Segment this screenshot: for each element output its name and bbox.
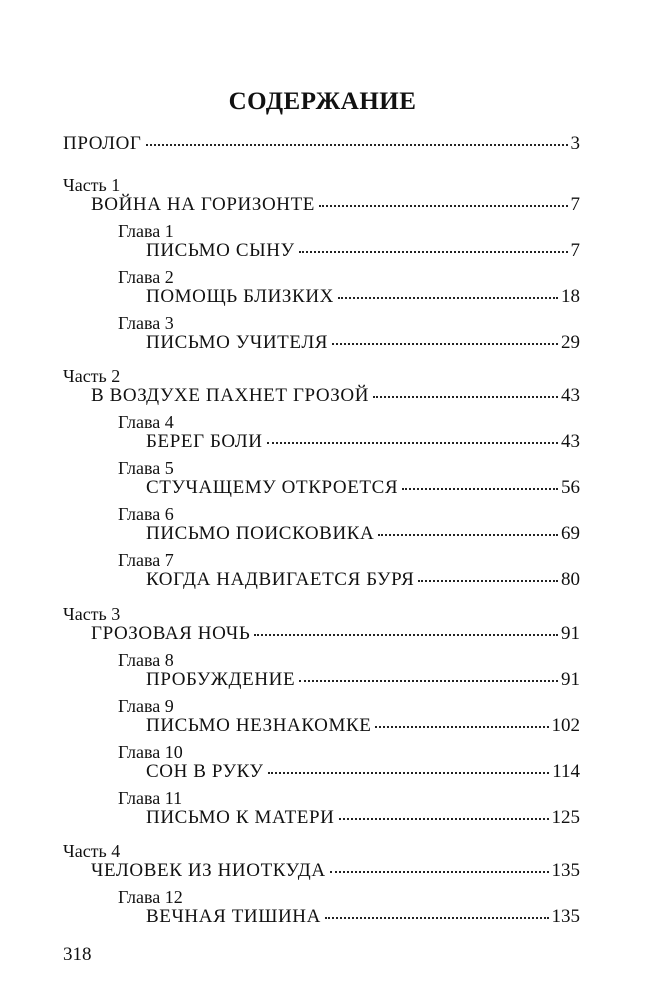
toc-entry-chapter xyxy=(146,239,580,263)
entry-page: 114 xyxy=(552,761,580,782)
entry-title: ПРОБУЖДЕНИЕ xyxy=(146,669,296,690)
chapter-label: Глава 10 xyxy=(118,742,183,762)
entry-title: ПИСЬМО НЕЗНАКОМКЕ xyxy=(146,715,372,736)
entry-page: 125 xyxy=(551,807,580,828)
toc-entry-chapter xyxy=(146,806,580,830)
dot-leader xyxy=(319,205,568,207)
toc-entry-chapter xyxy=(146,568,580,592)
entry-title: ВЕЧНАЯ ТИШИНА xyxy=(146,906,321,927)
toc-entry-chapter xyxy=(146,668,580,692)
chapter-label: Глава 1 xyxy=(118,221,174,241)
entry-title: БЕРЕГ БОЛИ xyxy=(146,431,263,452)
entry-title: ПИСЬМО СЫНУ xyxy=(146,240,295,261)
toc-heading: СОДЕРЖАНИЕ xyxy=(228,88,417,115)
entry-page: 91 xyxy=(561,623,580,644)
dot-leader xyxy=(418,580,558,582)
toc-entry-chapter xyxy=(146,331,580,355)
entry-page: 7 xyxy=(570,194,580,215)
chapter-label: Глава 6 xyxy=(118,504,174,524)
toc-entry-chapter xyxy=(146,714,580,738)
dot-leader xyxy=(330,871,549,873)
entry-page: 7 xyxy=(570,240,580,261)
entry-title: СТУЧАЩЕМУ ОТКРОЕТСЯ xyxy=(146,477,399,498)
entry-title: ГРОЗОВАЯ НОЧЬ xyxy=(91,623,251,644)
entry-page: 43 xyxy=(561,385,580,406)
dot-leader xyxy=(268,772,550,774)
dot-leader xyxy=(146,144,568,146)
toc-entry-chapter xyxy=(146,760,580,784)
chapter-label: Глава 12 xyxy=(118,887,183,907)
entry-title: ПИСЬМО УЧИТЕЛЯ xyxy=(146,332,329,353)
entry-page: 135 xyxy=(551,860,580,881)
entry-page: 91 xyxy=(561,669,580,690)
entry-page: 29 xyxy=(561,332,580,353)
toc-entry-part xyxy=(91,622,580,646)
chapter-label: Глава 8 xyxy=(118,650,174,670)
toc-entry-part xyxy=(91,384,580,408)
dot-leader xyxy=(299,680,558,682)
entry-page: 18 xyxy=(561,286,580,307)
entry-page: 135 xyxy=(551,906,580,927)
entry-page: 56 xyxy=(561,477,580,498)
toc-entry-chapter xyxy=(146,285,580,309)
entry-title: В ВОЗДУХЕ ПАХНЕТ ГРОЗОЙ xyxy=(91,385,370,406)
toc-entry-chapter xyxy=(146,522,580,546)
dot-leader xyxy=(325,917,549,919)
dot-leader xyxy=(373,396,558,398)
toc-entry-chapter xyxy=(146,430,580,454)
toc-entry-chapter xyxy=(146,476,580,500)
entry-page: 80 xyxy=(561,569,580,590)
chapter-label: Глава 7 xyxy=(118,550,174,570)
chapter-label: Глава 4 xyxy=(118,412,174,432)
entry-title: СОН В РУКУ xyxy=(146,761,264,782)
dot-leader xyxy=(339,818,549,820)
dot-leader xyxy=(299,251,568,253)
part-label: Часть 2 xyxy=(63,366,121,386)
entry-title: ПИСЬМО ПОИСКОВИКА xyxy=(146,523,375,544)
dot-leader xyxy=(332,343,558,345)
toc-entry-part xyxy=(91,859,580,883)
dot-leader xyxy=(375,726,548,728)
page-number: 318 xyxy=(63,944,92,965)
entry-page: 43 xyxy=(561,431,580,452)
toc-entry-prologue xyxy=(63,132,580,156)
entry-page: 3 xyxy=(570,133,580,154)
part-label: Часть 4 xyxy=(63,841,121,861)
entry-title: ВОЙНА НА ГОРИЗОНТЕ xyxy=(91,194,315,215)
part-label: Часть 1 xyxy=(63,175,121,195)
entry-title: КОГДА НАДВИГАЕТСЯ БУРЯ xyxy=(146,569,415,590)
dot-leader xyxy=(338,297,558,299)
toc-entry-part xyxy=(91,193,580,217)
dot-leader xyxy=(378,534,558,536)
chapter-label: Глава 2 xyxy=(118,267,174,287)
chapter-label: Глава 9 xyxy=(118,696,174,716)
chapter-label: Глава 3 xyxy=(118,313,174,333)
entry-page: 102 xyxy=(551,715,580,736)
chapter-label: Глава 5 xyxy=(118,458,174,478)
entry-page: 69 xyxy=(561,523,580,544)
entry-title: ПРОЛОГ xyxy=(63,133,142,154)
entry-title: ЧЕЛОВЕК ИЗ НИОТКУДА xyxy=(91,860,326,881)
entry-title: ПИСЬМО К МАТЕРИ xyxy=(146,807,335,828)
dot-leader xyxy=(402,488,558,490)
dot-leader xyxy=(267,442,558,444)
dot-leader xyxy=(254,634,558,636)
entry-title: ПОМОЩЬ БЛИЗКИХ xyxy=(146,286,334,307)
part-label: Часть 3 xyxy=(63,604,121,624)
chapter-label: Глава 11 xyxy=(118,788,183,808)
toc-entry-chapter xyxy=(146,905,580,929)
